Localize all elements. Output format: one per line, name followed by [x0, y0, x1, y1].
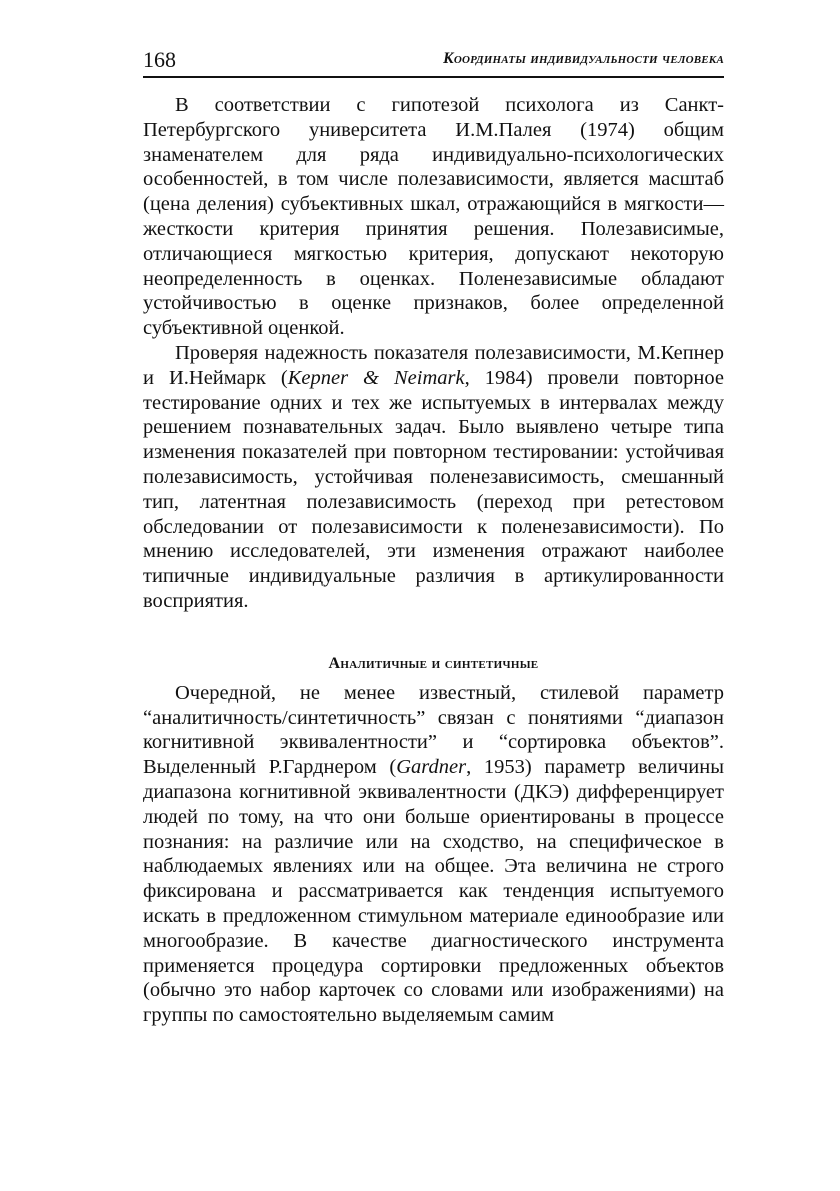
running-title: Координаты индивидуальности человека [443, 50, 724, 67]
section-heading: Аналитичные и синтетичные [328, 654, 539, 672]
paragraph-paley-hypothesis: В соответствии с гипотезой психолога из Санкт-Петербургского университета И.М.Палея (1974) общим знаменателем для ряда индивидуально-психологических особенностей, в том числе полезависимости, является масштаб (цена деления) субъективных шкал, отражающийся в мягкости—жесткости критерия принятия решения. Полезависимые, отличающиеся мягкостью критерия, допускают некоторую неопределенность в оценках. Поленезависимые обладают устойчивостью в оценке признаков, более определенной субъективной оценкой. [143, 94, 724, 340]
page-header [143, 46, 724, 78]
paragraph-kepner-neimark: Проверяя надежность показателя полезависимости, М.Кепнер и И.Неймарк (Kepner & Neimark, 1984) провели повторное тестирование одних и тех же испытуемых в интервалах между решением познавательных задач. Было выявлено четыре типа изменения показателей при повторном тестировании: устойчивая полезависимость, устойчивая поленезависимость, смешанный тип, латентная полезависимость (переход при ретестовом обследовании от полезависимости к поленезависимости). По мнению исследователей, эти изменения отражают наиболее типичные индивидуальные различия в артикулированности восприятия. [143, 341, 724, 612]
paragraph-analytic-synthetic: Очередной, не менее известный, стилевой параметр “аналитичность/синтетичность” связан с понятиями “диапазон когнитивной эквивалентности” и “сортировка объектов”. Выделенный Р.Гарднером (Gardner, 1953) параметр величины диапазона когнитивной эквивалентности (ДКЭ) дифференцирует людей по тому, на что они больше ориентированы в процессе познания: на различие или на сходство, на специфическое в наблюдаемых явлениях или на общее. Эта величина не строго фиксирована и рассматривается как тенденция испытуемого искать в предложенном стимульном материале единообразие или многообразие. В качестве диагностического инструмента применяется процедура сортировки предложенных объектов (обычно это набор карточек со словами или изображениями) на группы по самостоятельно выделяемым самим [143, 681, 724, 1027]
page-number: 168 [143, 47, 176, 72]
page-body [143, 93, 724, 1028]
